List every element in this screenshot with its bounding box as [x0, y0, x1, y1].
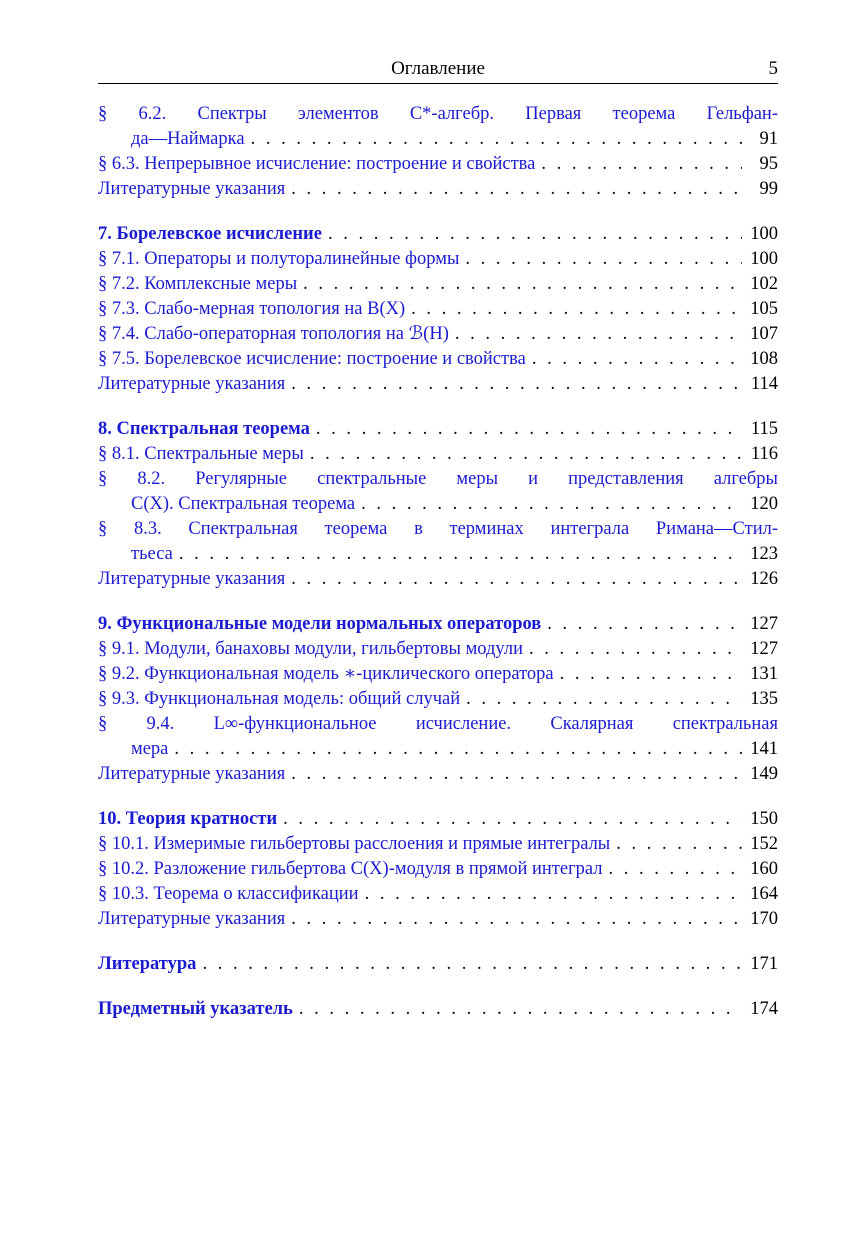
toc-page-number: 152 [750, 834, 778, 854]
toc-entry-title[interactable]: Литературные указания [98, 909, 286, 929]
toc-entry-title[interactable]: § 9.3. Функциональная модель: общий случай [98, 689, 461, 709]
toc-entry-title[interactable]: § 10.1. Измеримые гильбертовы расслоения и прямые интегралы [98, 834, 611, 854]
toc-entry-title[interactable]: мера [131, 739, 169, 759]
toc-entry[interactable] [98, 637, 778, 662]
toc-entry[interactable] [98, 372, 778, 397]
toc-page-number: 126 [750, 569, 778, 589]
dot-leader [560, 662, 742, 687]
toc-entry-title[interactable]: 7. Борелевское исчисление [98, 224, 322, 244]
toc-page-number: 174 [750, 999, 778, 1019]
page [98, 56, 778, 1042]
toc-entry-title[interactable]: Литературные указания [98, 374, 286, 394]
dot-leader [616, 832, 742, 857]
toc-chapter-entry[interactable] [98, 997, 778, 1022]
dot-leader [316, 417, 742, 442]
dot-leader [291, 762, 742, 787]
toc-chapter-block [98, 102, 778, 202]
dot-leader [361, 492, 742, 517]
toc-entry-title[interactable]: Литературные указания [98, 764, 286, 784]
dot-leader [251, 127, 742, 152]
toc-entry-title[interactable]: § 7.5. Борелевское исчисление: построение и свойства [98, 349, 526, 369]
dot-leader [202, 952, 742, 977]
dot-leader [291, 907, 742, 932]
toc-entry-title[interactable]: Литературные указания [98, 179, 286, 199]
toc-entry[interactable] [98, 297, 778, 322]
toc-page-number: 141 [750, 739, 778, 759]
toc-entry-title-line[interactable]: § 8.3. Спектральная теорема в терминах интеграла Римана—Стил- [98, 519, 778, 539]
toc-entry[interactable] [98, 857, 778, 882]
toc-page-number: 102 [750, 274, 778, 294]
toc-entry[interactable] [98, 762, 778, 787]
toc-chapter-entry[interactable] [98, 612, 778, 637]
toc-page-number: 107 [750, 324, 778, 344]
dot-leader [455, 322, 742, 347]
toc-entry-title[interactable]: § 10.2. Разложение гильбертова C(X)-модуля в прямой интеграл [98, 859, 603, 879]
toc-entry[interactable] [98, 347, 778, 372]
toc-entry-title[interactable]: Предметный указатель [98, 999, 293, 1019]
toc-page-number: 100 [750, 224, 778, 244]
toc-entry[interactable] [98, 102, 778, 152]
toc-chapter-block [98, 612, 778, 787]
toc-entry[interactable] [98, 177, 778, 202]
toc-chapter-entry[interactable] [98, 952, 778, 977]
toc-page-number: 127 [750, 614, 778, 634]
dot-leader [174, 737, 742, 762]
toc-entry-title[interactable]: § 9.2. Функциональная модель ∗-циклического оператора [98, 664, 554, 684]
dot-leader [465, 247, 742, 272]
toc-entry[interactable] [98, 662, 778, 687]
toc-chapter-block [98, 807, 778, 932]
toc-entry[interactable] [98, 442, 778, 467]
dot-leader [365, 882, 742, 907]
dot-leader [283, 807, 742, 832]
toc-entry-title[interactable]: C(X). Спектральная теорема [131, 494, 356, 514]
toc-entry[interactable] [98, 322, 778, 347]
table-of-contents [98, 102, 778, 1022]
dot-leader [179, 542, 742, 567]
toc-page-number: 91 [759, 129, 778, 149]
header-title: Оглавление [391, 58, 485, 79]
toc-page-number: 100 [750, 249, 778, 269]
toc-entry[interactable] [98, 517, 778, 567]
dot-leader [466, 687, 742, 712]
toc-entry-title[interactable]: § 7.3. Слабо-мерная топология на B(X) [98, 299, 406, 319]
toc-page-number: 95 [759, 154, 778, 174]
dot-leader [291, 372, 742, 397]
dot-leader [529, 637, 742, 662]
toc-page-number: 170 [750, 909, 778, 929]
toc-entry-title[interactable]: 10. Теория кратности [98, 809, 278, 829]
toc-page-number: 164 [750, 884, 778, 904]
toc-entry[interactable] [98, 467, 778, 517]
header-page-number: 5 [768, 58, 778, 79]
dot-leader [328, 222, 742, 247]
toc-page-number: 105 [750, 299, 778, 319]
toc-chapter-entry[interactable] [98, 222, 778, 247]
toc-entry-title[interactable]: § 7.1. Операторы и полуторалинейные формы [98, 249, 460, 269]
dot-leader [532, 347, 742, 372]
toc-entry[interactable] [98, 832, 778, 857]
toc-page-number: 135 [750, 689, 778, 709]
toc-entry[interactable] [98, 152, 778, 177]
toc-page-number: 120 [750, 494, 778, 514]
toc-entry[interactable] [98, 272, 778, 297]
toc-entry[interactable] [98, 567, 778, 592]
toc-entry-title-line[interactable]: § 6.2. Спектры элементов C*-алгебр. Первая теорема Гельфан- [98, 104, 778, 124]
toc-entry-title[interactable]: 9. Функциональные модели нормальных операторов [98, 614, 542, 634]
toc-chapter-block [98, 417, 778, 592]
toc-entry[interactable] [98, 882, 778, 907]
toc-page-number: 131 [750, 664, 778, 684]
toc-page-number: 99 [759, 179, 778, 199]
toc-entry-title[interactable]: § 6.3. Непрерывное исчисление: построение и свойства [98, 154, 536, 174]
dot-leader [303, 272, 742, 297]
toc-entry[interactable] [98, 712, 778, 762]
toc-page-number: 150 [750, 809, 778, 829]
toc-entry-title[interactable]: § 9.1. Модули, банаховы модули, гильбертовы модули [98, 639, 523, 659]
toc-entry-title[interactable]: § 10.3. Теорема о классификации [98, 884, 359, 904]
toc-entry-title[interactable]: Литература [98, 954, 197, 974]
dot-leader [299, 997, 742, 1022]
toc-chapter-block [98, 997, 778, 1022]
toc-entry-title[interactable]: § 7.4. Слабо-операторная топология на ℬ(H) [98, 324, 449, 344]
running-header [98, 56, 778, 84]
toc-entry[interactable] [98, 687, 778, 712]
toc-page-number: 114 [750, 374, 778, 394]
toc-entry-title[interactable]: § 7.2. Комплексные меры [98, 274, 298, 294]
toc-page-number: 108 [750, 349, 778, 369]
dot-leader [547, 612, 742, 637]
toc-page-number: 123 [750, 544, 778, 564]
dot-leader [609, 857, 742, 882]
toc-entry[interactable] [98, 907, 778, 932]
toc-entry-title[interactable]: тьеса [131, 544, 173, 564]
toc-chapter-entry[interactable] [98, 807, 778, 832]
toc-entry[interactable] [98, 247, 778, 272]
toc-page-number: 160 [750, 859, 778, 879]
toc-page-number: 171 [750, 954, 778, 974]
toc-entry-title[interactable]: 8. Спектральная теорема [98, 419, 310, 439]
dot-leader [411, 297, 742, 322]
dot-leader [291, 177, 742, 202]
toc-page-number: 149 [750, 764, 778, 784]
toc-page-number: 116 [750, 444, 778, 464]
toc-entry-title-line[interactable]: § 9.4. L∞-функциональное исчисление. Скалярная спектральная [98, 714, 778, 734]
toc-page-number: 115 [750, 419, 778, 439]
dot-leader [541, 152, 742, 177]
toc-entry-title[interactable]: да—Наймарка [131, 129, 245, 149]
dot-leader [291, 567, 742, 592]
toc-page-number: 127 [750, 639, 778, 659]
toc-entry-title-line[interactable]: § 8.2. Регулярные спектральные меры и представления алгебры [98, 469, 778, 489]
toc-entry-title[interactable]: § 8.1. Спектральные меры [98, 444, 304, 464]
toc-entry-title[interactable]: Литературные указания [98, 569, 286, 589]
toc-chapter-block [98, 222, 778, 397]
dot-leader [310, 442, 742, 467]
toc-chapter-block [98, 952, 778, 977]
toc-chapter-entry[interactable] [98, 417, 778, 442]
